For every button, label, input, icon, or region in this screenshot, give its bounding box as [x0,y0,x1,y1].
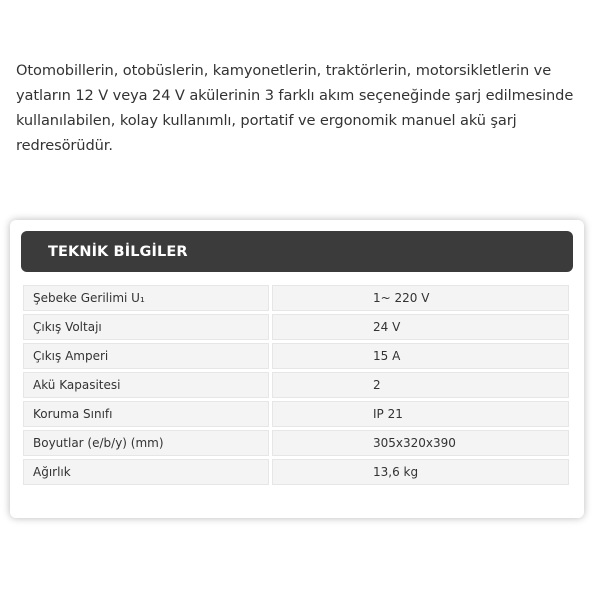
spec-table [20,282,572,488]
spec-row-voltage [23,285,569,311]
spec-label: Akü Kapasitesi [23,372,269,398]
spec-title: TEKNİK BİLGİLER [48,243,188,260]
spec-value: 15 A [272,343,569,369]
spec-value: 1~ 220 V [272,285,569,311]
spec-card [10,220,584,518]
spec-value: 13,6 kg [272,459,569,485]
spec-value: 2 [272,372,569,398]
spec-row-battery-capacity [23,372,569,398]
spec-label: Şebeke Gerilimi U₁ [23,285,269,311]
spec-row-output-current [23,343,569,369]
spec-value: 305x320x390 [272,430,569,456]
spec-label: Çıkış Amperi [23,343,269,369]
spec-value: IP 21 [272,401,569,427]
spec-label: Ağırlık [23,459,269,485]
spec-value: 24 V [272,314,569,340]
spec-row-dimensions [23,430,569,456]
spec-row-output-voltage [23,314,569,340]
spec-label: Çıkış Voltajı [23,314,269,340]
spec-header [21,231,573,272]
spec-label: Koruma Sınıfı [23,401,269,427]
spec-row-protection-class [23,401,569,427]
product-description: Otomobillerin, otobüslerin, kamyonetlerin, traktörlerin, motorsikletlerin ve yatların 12 V veya 24 V akülerinin 3 farklı akım seçeneğinde şarj edilmesinde kullanılabilen, kolay kullanımlı, portatif ve ergonomik manuel akü şarj redresörüdür. [16,62,574,154]
spec-label: Boyutlar (e/b/y) (mm) [23,430,269,456]
spec-row-weight [23,459,569,485]
